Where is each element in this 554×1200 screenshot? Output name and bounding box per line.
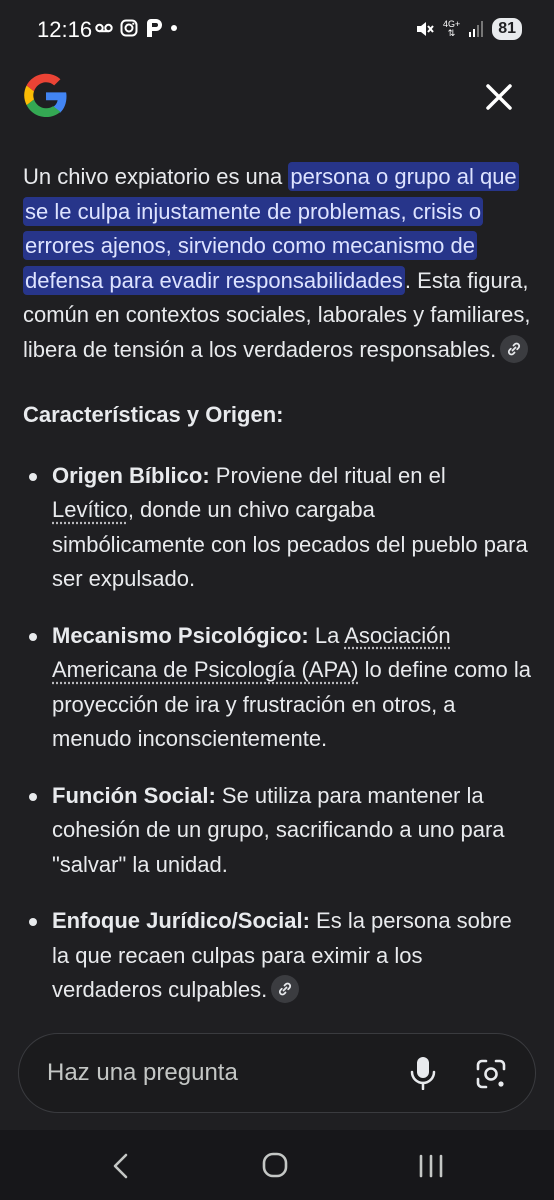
item-term: Origen Bíblico: — [52, 462, 210, 488]
item-term: Mecanismo Psicológico: — [52, 622, 309, 648]
link-icon — [277, 981, 293, 997]
item-text: Proviene del ritual en el — [209, 462, 446, 488]
voicemail-icon — [95, 23, 113, 33]
apa-link[interactable]: Asociación Americana de Psicología (APA) — [52, 622, 451, 682]
list-item — [23, 619, 533, 757]
header — [0, 60, 554, 140]
ask-input-bar[interactable] — [18, 1033, 536, 1113]
intro-text: Un chivo expiatorio es una — [23, 164, 289, 189]
recents-icon[interactable] — [418, 1154, 444, 1178]
item-term: Función Social: — [52, 782, 216, 808]
link-icon — [506, 341, 522, 357]
answer-intro — [23, 160, 533, 367]
item-text: Es la persona sobre la que recaen culpas para eximir a los verdaderos culpables. — [52, 908, 512, 1002]
item-text: , donde un chivo cargaba simbólicamente con los pecados del pueblo para ser expulsado. — [52, 497, 528, 591]
notification-icons — [95, 18, 178, 38]
item-text: La — [308, 622, 345, 648]
section-heading: Características y Origen: — [23, 402, 284, 427]
signal-icon — [468, 20, 484, 38]
highlighted-definition: persona o grupo al que se le culpa injustamente de problemas, crisis o errores ajenos, sirviendo como mecanismo de defensa para evadir responsabilidades — [25, 164, 517, 293]
system-icons — [415, 18, 522, 40]
list-item — [23, 904, 533, 1008]
data-arrows-icon: ⇅ — [447, 28, 456, 38]
list-item — [23, 459, 533, 597]
dot-icon — [170, 24, 178, 32]
network-type: 4G+ — [442, 19, 461, 29]
instagram-icon — [120, 19, 138, 37]
characteristics-list — [23, 459, 533, 1008]
item-text: lo define como la proyección de ira y frustración en otros, a menudo inconscientemente. — [52, 657, 531, 751]
home-icon[interactable] — [262, 1152, 288, 1178]
network-indicator — [443, 20, 460, 38]
google-g-logo — [22, 72, 70, 120]
ai-answer — [23, 160, 533, 1030]
status-time: 12:16 — [37, 17, 93, 42]
list-item — [23, 779, 533, 883]
google-lens-icon[interactable] — [475, 1058, 507, 1090]
back-icon[interactable] — [108, 1152, 132, 1180]
intro-rest: . Esta figura, común en contextos sociales, laborales y familiares, libera de tensión a los verdaderos responsables. — [23, 267, 531, 362]
status-bar — [0, 0, 554, 60]
item-text: Se utiliza para mantener la cohesión de un grupo, sacrificando a uno para "salvar" la unidad. — [52, 782, 505, 877]
microphone-icon[interactable] — [409, 1056, 437, 1090]
levitico-link[interactable]: Levítico — [52, 497, 128, 522]
source-link-chip[interactable] — [500, 335, 528, 363]
parler-icon — [145, 18, 163, 38]
ask-input-placeholder[interactable]: Haz una pregunta — [47, 1059, 238, 1086]
mute-icon — [415, 19, 435, 39]
android-nav-bar — [0, 1130, 554, 1200]
battery-indicator: 81 — [492, 18, 522, 40]
source-link-chip[interactable] — [271, 975, 299, 1003]
close-icon[interactable] — [482, 80, 516, 114]
item-term: Enfoque Jurídico/Social: — [52, 908, 310, 933]
